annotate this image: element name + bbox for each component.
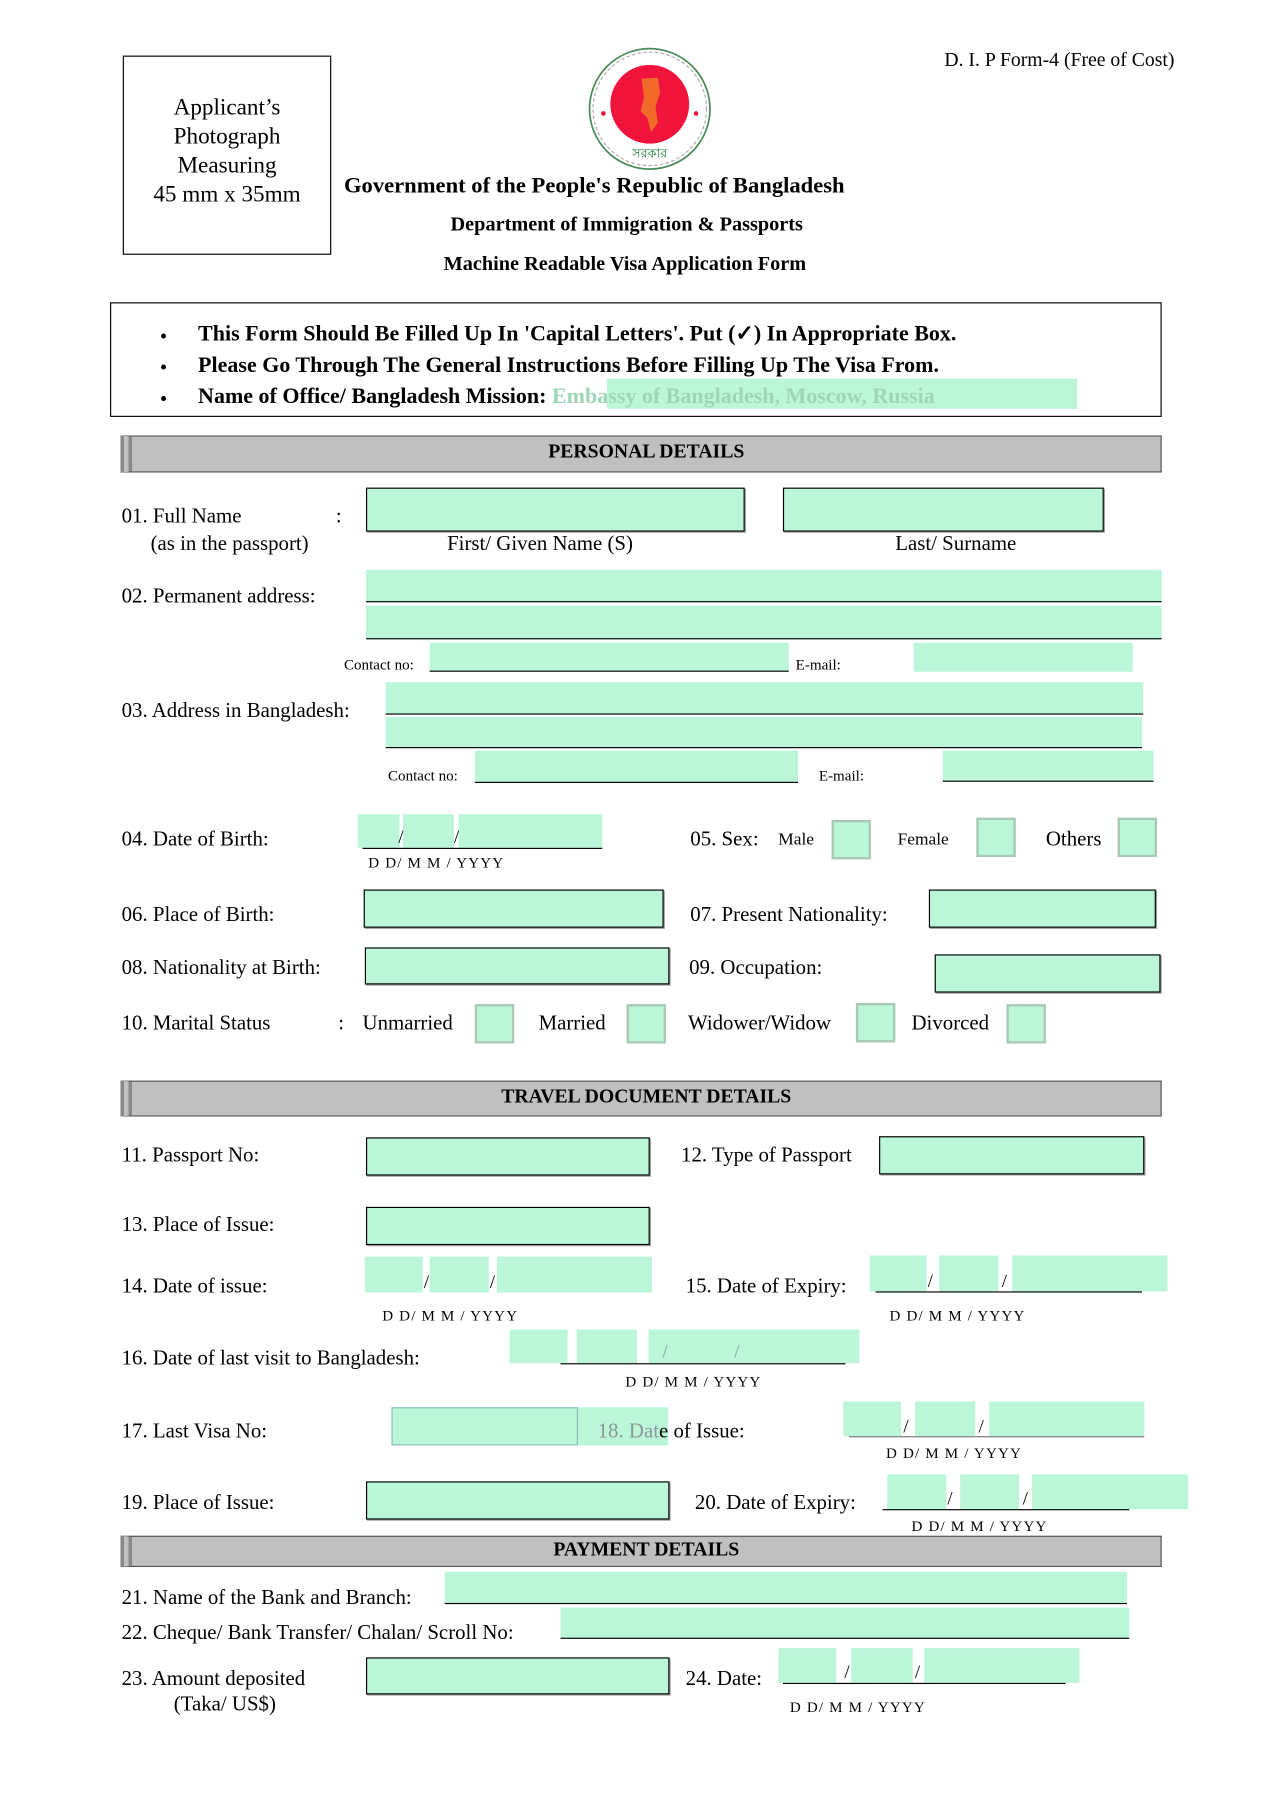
visa-expiry-year-input[interactable] xyxy=(1032,1474,1188,1509)
label-divorced: Divorced xyxy=(911,1011,990,1035)
bd-address-line-2[interactable] xyxy=(386,717,1142,748)
expiry-date-format: D D/ M M / YYYY xyxy=(889,1306,1026,1324)
payment-date-format: D D/ M M / YYYY xyxy=(789,1697,926,1716)
married-checkbox[interactable] xyxy=(627,1004,666,1043)
slash: / xyxy=(662,1342,668,1363)
cheque-input[interactable] xyxy=(561,1608,1130,1639)
svg-text:সরকার: সরকার xyxy=(632,146,668,161)
section-personal-details: PERSONAL DETAILS xyxy=(120,435,1161,472)
issue-day-input[interactable] xyxy=(365,1257,423,1293)
bd-contact-input[interactable] xyxy=(475,751,798,783)
label-others: Others xyxy=(1045,826,1102,851)
dob-day-input[interactable] xyxy=(358,814,400,848)
section-travel-document: TRAVEL DOCUMENT DETAILS xyxy=(120,1081,1161,1117)
payment-month-input[interactable] xyxy=(851,1648,912,1683)
slash: / xyxy=(947,1489,953,1510)
last-visa-no-input[interactable] xyxy=(391,1407,577,1445)
expiry-underline xyxy=(876,1291,1142,1292)
unmarried-checkbox[interactable] xyxy=(475,1004,514,1043)
label-dob: 04. Date of Birth: xyxy=(121,826,269,851)
issue-year-input[interactable] xyxy=(497,1257,652,1293)
label-widow: Widower/Widow xyxy=(687,1011,832,1035)
permanent-address-line-1[interactable] xyxy=(366,570,1162,602)
visa-issue-underline xyxy=(849,1436,1144,1437)
slash: / xyxy=(927,1271,933,1292)
label-visa-date-of-issue xyxy=(598,1420,745,1441)
label-date-of-expiry: 15. Date of Expiry: xyxy=(685,1274,847,1298)
passport-type-input[interactable] xyxy=(879,1136,1144,1174)
visa-expiry-underline xyxy=(883,1509,1130,1510)
label-marital-status: 10. Marital Status xyxy=(121,1011,271,1035)
slash: / xyxy=(914,1663,921,1683)
label-amount: 23. Amount deposited xyxy=(121,1666,306,1690)
dob-year-input[interactable] xyxy=(459,814,603,848)
label-nationality-at-birth: 08. Nationality at Birth: xyxy=(121,955,321,979)
nationality-at-birth-input[interactable] xyxy=(365,947,670,984)
payment-year-input[interactable] xyxy=(924,1648,1079,1683)
label-sex: 05. Sex: xyxy=(690,826,759,851)
department-title: Department of Immigration & Passports xyxy=(450,211,803,236)
mission-value: Embassy of Bangladesh, Moscow, Russia xyxy=(551,384,935,409)
bank-input[interactable] xyxy=(445,1572,1127,1604)
place-of-birth-input[interactable] xyxy=(364,889,664,927)
label-passport-no: 11. Passport No: xyxy=(121,1143,260,1167)
label-visa-issue-rest: e of Issue: xyxy=(659,1418,745,1442)
others-checkbox[interactable] xyxy=(1118,818,1157,857)
colon: : xyxy=(338,1011,345,1035)
photo-box xyxy=(123,56,331,255)
issue-month-input[interactable] xyxy=(430,1257,489,1293)
label-cheque: 22. Cheque/ Bank Transfer/ Chalan/ Scroll No: xyxy=(121,1620,514,1644)
label-bank: 21. Name of the Bank and Branch: xyxy=(121,1585,412,1609)
slash: / xyxy=(423,1272,430,1293)
male-checkbox[interactable] xyxy=(832,820,871,859)
label-full-name-sub: (as in the passport) xyxy=(150,531,309,555)
label-contact: Contact no: xyxy=(343,655,414,673)
permanent-address-line-2[interactable] xyxy=(366,606,1162,640)
label-permanent-address: 02. Permanent address: xyxy=(121,583,316,607)
mission-label: Name of Office/ Bangladesh Mission: xyxy=(198,384,552,409)
label-present-nationality: 07. Present Nationality: xyxy=(690,902,888,926)
slash: / xyxy=(398,828,404,848)
label-full-name: 01. Full Name xyxy=(121,503,242,527)
passport-no-input[interactable] xyxy=(366,1137,650,1175)
bd-email-input[interactable] xyxy=(943,751,1154,782)
slash: / xyxy=(1022,1489,1028,1510)
amount-input[interactable] xyxy=(366,1657,669,1694)
bullet: • xyxy=(159,324,168,348)
colon: : xyxy=(335,503,342,527)
dob-underline xyxy=(363,848,603,849)
section-payment-details: PAYMENT DETAILS xyxy=(120,1536,1161,1567)
photo-line: Applicant’s xyxy=(173,94,281,121)
present-nationality-input[interactable] xyxy=(929,889,1156,927)
permanent-contact-input[interactable] xyxy=(430,643,789,672)
dob-format: D D/ M M / YYYY xyxy=(368,853,505,871)
form-code: D. I. P Form-4 (Free of Cost) xyxy=(944,48,1175,71)
label-visa-place-of-issue: 19. Place of Issue: xyxy=(121,1490,275,1514)
first-name-caption: First/ Given Name (S) xyxy=(447,531,633,555)
dob-month-input[interactable] xyxy=(403,814,454,848)
last-name-caption: Last/ Surname xyxy=(895,531,1017,555)
issue-date-format: D D/ M M / YYYY xyxy=(382,1306,519,1324)
label-address-bd: 03. Address in Bangladesh: xyxy=(121,698,350,722)
slash: / xyxy=(489,1272,496,1293)
place-of-issue-input[interactable] xyxy=(366,1207,650,1245)
label-male: Male xyxy=(778,830,815,849)
slash: / xyxy=(978,1417,984,1438)
visa-issue-month-input[interactable] xyxy=(915,1401,975,1436)
label-passport-type: 12. Type of Passport xyxy=(681,1143,852,1167)
visa-expiry-month-input[interactable] xyxy=(960,1474,1019,1509)
label-place-of-birth: 06. Place of Birth: xyxy=(121,902,275,926)
label-email: E-mail: xyxy=(818,766,865,785)
last-visit-month-input[interactable] xyxy=(577,1330,637,1364)
label-visa-date-of-expiry: 20. Date of Expiry: xyxy=(694,1490,856,1514)
last-visit-day-input[interactable] xyxy=(510,1330,568,1364)
label-unmarried: Unmarried xyxy=(362,1011,453,1035)
expiry-month-input[interactable] xyxy=(939,1255,998,1291)
visa-issue-day-input[interactable] xyxy=(843,1401,901,1436)
occupation-input[interactable] xyxy=(935,954,1161,992)
slash: / xyxy=(734,1342,740,1363)
permanent-email-input[interactable] xyxy=(914,643,1133,672)
bullet: • xyxy=(159,386,168,411)
slash: / xyxy=(903,1417,909,1438)
bd-address-line-1[interactable] xyxy=(386,682,1143,714)
label-email: E-mail: xyxy=(795,655,841,673)
label-contact: Contact no: xyxy=(387,766,458,785)
visa-place-of-issue-input[interactable] xyxy=(366,1481,669,1519)
payment-day-input[interactable] xyxy=(778,1648,836,1683)
widow-checkbox[interactable] xyxy=(856,1003,895,1042)
label-last-visa-no: 17. Last Visa No: xyxy=(121,1418,268,1442)
label-date-of-issue: 14. Date of issue: xyxy=(121,1274,268,1298)
photo-line: Photograph xyxy=(173,123,281,150)
label-visa-issue-covered: 18. Dat xyxy=(597,1418,660,1442)
visa-issue-format: D D/ M M / YYYY xyxy=(886,1444,1023,1462)
payment-date-underline xyxy=(783,1683,1066,1684)
slash: / xyxy=(1001,1271,1008,1292)
visa-expiry-day-input[interactable] xyxy=(887,1474,946,1509)
female-checkbox[interactable] xyxy=(976,818,1015,857)
government-title: Government of the People's Republic of Bangladesh xyxy=(343,173,845,199)
label-payment-date: 24. Date: xyxy=(685,1666,763,1690)
photo-line: 45 mm x 35mm xyxy=(153,181,301,208)
last-name-input[interactable] xyxy=(783,488,1104,532)
last-visit-underline xyxy=(561,1363,846,1364)
label-amount-sub: (Taka/ US$) xyxy=(173,1692,276,1716)
photo-line: Measuring xyxy=(177,152,277,179)
last-visit-format: D D/ M M / YYYY xyxy=(625,1372,762,1390)
instruction-2: Please Go Through The General Instructions Before Filling Up The Visa From. xyxy=(198,353,939,378)
slash: / xyxy=(454,828,460,848)
bangladesh-seal-icon xyxy=(586,46,713,171)
visa-issue-year-input[interactable] xyxy=(989,1401,1144,1436)
label-married: Married xyxy=(538,1011,606,1035)
slash: / xyxy=(844,1663,850,1683)
first-name-input[interactable] xyxy=(366,488,745,532)
instruction-1: This Form Should Be Filled Up In 'Capital Letters'. Put (✓) In Appropriate Box. xyxy=(198,321,957,347)
expiry-day-input[interactable] xyxy=(870,1255,927,1291)
label-female: Female xyxy=(897,830,949,849)
instruction-3 xyxy=(198,386,935,408)
label-last-visit: 16. Date of last visit to Bangladesh: xyxy=(121,1345,420,1369)
last-visit-year-input[interactable] xyxy=(649,1330,860,1364)
bullet: • xyxy=(159,355,168,379)
form-title: Machine Readable Visa Application Form xyxy=(443,251,807,275)
expiry-year-input[interactable] xyxy=(1012,1255,1167,1291)
label-occupation: 09. Occupation: xyxy=(689,955,823,979)
label-place-of-issue: 13. Place of Issue: xyxy=(121,1212,275,1236)
divorced-checkbox[interactable] xyxy=(1006,1004,1045,1043)
visa-expiry-format: D D/ M M / YYYY xyxy=(911,1517,1048,1535)
